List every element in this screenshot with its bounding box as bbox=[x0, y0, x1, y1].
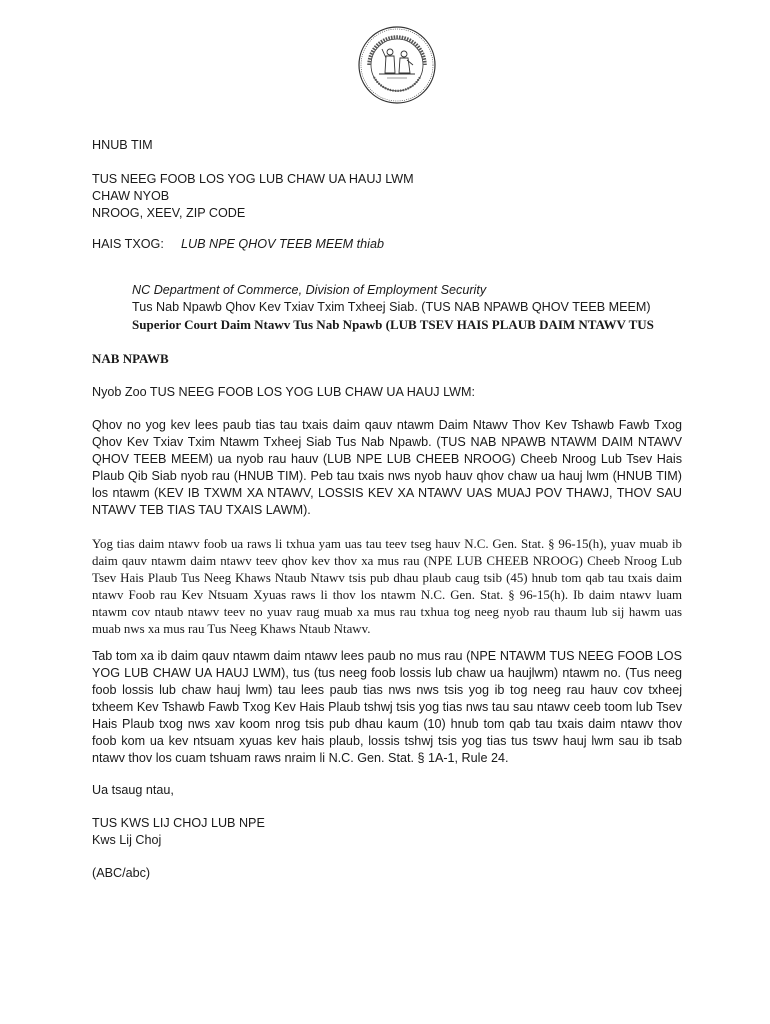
recipient-name: TUS NEEG FOOB LOS YOG LUB CHAW UA HAUJ LWM bbox=[92, 172, 414, 186]
re-value: LUB NPE QHOV TEEB MEEM thiab bbox=[181, 237, 384, 251]
case-docket: Tus Nab Npawb Qhov Kev Txiav Txim Txheej Siab. (TUS NAB NPAWB QHOV TEEB MEEM) bbox=[132, 300, 651, 314]
recipient-city: NROOG, XEEV, ZIP CODE bbox=[92, 206, 246, 220]
signer-title: TUS KWS LIJ CHOJ LUB NPE bbox=[92, 816, 265, 830]
recipient-street: CHAW NYOB bbox=[92, 189, 170, 203]
signer-role: Kws Lij Choj bbox=[92, 833, 162, 847]
case-caption bbox=[132, 282, 654, 333]
body-paragraph-2: Yog tias daim ntawv foob ua raws li txhua yam uas tau teev tseg hauv N.C. Gen. Stat. § 96-15(h), yuav muab ib daim qauv ntawm daim ntawv teev qhov kev thov xa mus rau (NPE LUB CHEEB NROOG) Cheeb Nroog Lub Tsev Hais Plaub Tus Neeg Khaws Ntaub Ntawv tsis pub dhau plaub caug tsib (45) hnub tom qab tau txais daim ntawv Foob rau Kev Ntsuam Xyuas raws li thov los ntawm N.C. Gen. Stat. § 96-15(h). Ib daim ntawv luam ntawm cov ntaub ntawv teev no yuav raug muab xa mus rau txhua tog neeg nyob rau thaum lub sij hawm uas muab nws xa mus rau Tus Neeg Khaws Ntaub Ntawv. bbox=[92, 537, 682, 636]
case-superior-court: Superior Court Daim Ntawv Tus Nab Npawb (LUB TSEV HAIS PLAUB DAIM NTAWV TUS bbox=[132, 317, 654, 332]
recipient-address bbox=[92, 171, 684, 222]
case-party: NC Department of Commerce, Division of Employment Security bbox=[132, 283, 487, 297]
body-paragraph-3: Tab tom xa ib daim qauv ntawm daim ntawv lees paub no mus rau (NPE NTAWM TUS NEEG FOOB LOS YOG LUB CHAW UA HAUJ LWM), tus (tus neeg foob lossis lub chaw ua haujlwm) ntawm no. (Tus neeg foob lossis lub chaw hauj lwm) tau lees paub tias nws nws tsis yog ib tog neeg rau hauv cov txheej txheem Kev Tshawb Fawb Txog Kev Hais Plaub tshwj tsis yog tias nws tau sau ntawv ceeb toom lub Tsev Hais Plaub txog nws xav koom nrog tsis pub dhau kaum (10) hnub tom qab tau txais daim ntawv thov foob kom ua kev ntsuam xyuas kev hais plaub, lossis tshwj tsis yog tias tus tswv hauj lwm sau ib tsab ntawv thov los cuam tshuam raws nraim li N.C. Gen. Stat. § 1A-1, Rule 24. bbox=[92, 649, 682, 765]
re-label: HAIS TXOG: bbox=[92, 237, 164, 251]
typist-initials: (ABC/abc) bbox=[92, 866, 151, 880]
valediction: Ua tsaug ntau, bbox=[92, 783, 174, 797]
date-line: HNUB TIM bbox=[92, 138, 153, 152]
salutation: Nyob Zoo TUS NEEG FOOB LOS YOG LUB CHAW UA HAUJ LWM: bbox=[92, 385, 476, 399]
state-seal-logo bbox=[357, 25, 437, 105]
nab-npawb-heading: NAB NPAWB bbox=[92, 351, 169, 366]
signature-block bbox=[92, 815, 684, 849]
body-paragraph-1: Qhov no yog kev lees paub tias tau txais daim qauv ntawm Daim Ntawv Thov Kev Tshawb Fawb Txog Qhov Kev Txiav Txim Ntawm Txheej Siab Tus Nab Npawb. (TUS NAB NPAWB NTAWM DAIM NTAWV QHOV TEEB MEEM) ua nyob rau hauv (LUB NPE LUB CHEEB NROOG) Cheeb Nroog Lub Tsev Hais Plaub Qib Siab nyob rau (HNUB TIM). Peb tau txais nws nyob hauv qhov chaw ua hauj lwm (HNUB TIM) los ntawm (KEV IB TXWM XA NTAWV, LOSSIS KEV XA NTAWV UAS MUAJ POV THAWJ, THOV SAU NTAWV TEB TIAS TAU TXAIS LAWM). bbox=[92, 418, 682, 517]
